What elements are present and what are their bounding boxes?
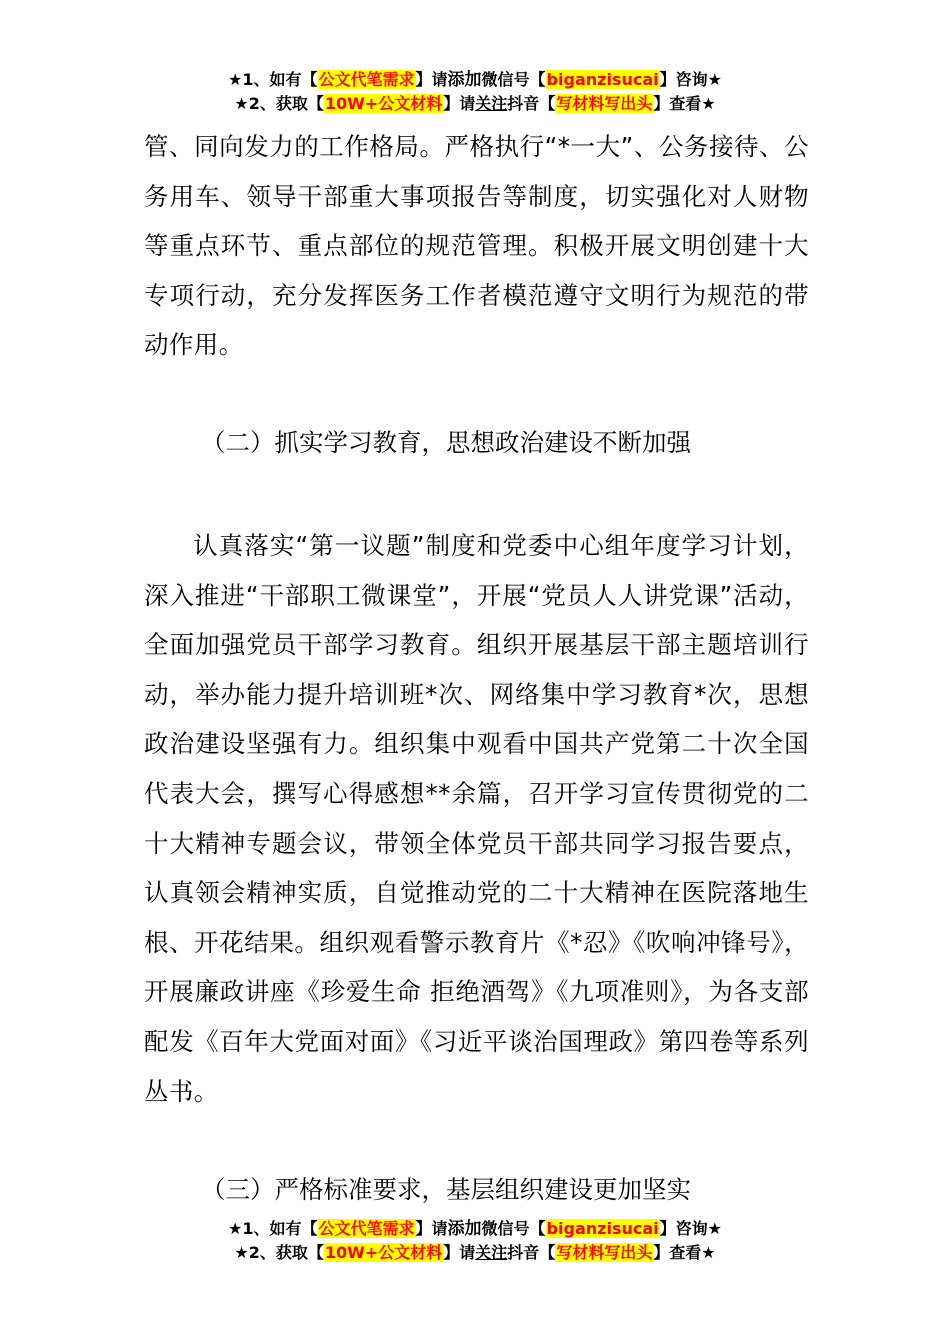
banner-highlight: 10W+公文材料 (324, 94, 443, 113)
section-heading-2: （二）抓实学习教育，思想政治建设不断加强 (201, 428, 691, 457)
banner-line-2 (0, 1241, 950, 1265)
banner-text: 】请 (415, 70, 448, 89)
banner-text: 】查看★ (653, 94, 716, 113)
banner-text: 】请 (443, 94, 476, 113)
banner-text: 抖音【 (507, 1243, 556, 1262)
banner-text: 】请 (443, 1243, 476, 1262)
banner-highlight: 10W+公文材料 (324, 1243, 443, 1262)
banner-highlight: 写材料写出头 (556, 1243, 653, 1262)
paragraph-2 (144, 521, 809, 1116)
banner-wechat-id: biganzisucai (546, 1219, 659, 1238)
banner-line-1 (0, 1217, 950, 1241)
banner-line-2 (0, 92, 950, 116)
banner-text: ★2、获取【 (234, 94, 324, 113)
section-heading-3: （三）严格标准要求，基层组织建设更加坚实 (201, 1175, 691, 1204)
banner-text: 关注 (475, 1243, 508, 1262)
banner-text: ★1、如有【 (228, 1219, 318, 1238)
header-banner (0, 68, 950, 116)
banner-highlight: 公文代笔需求 (318, 70, 415, 89)
banner-text: 关注 (475, 94, 508, 113)
banner-text: ★1、如有【 (228, 70, 318, 89)
banner-highlight: 写材料写出头 (556, 94, 653, 113)
banner-text: 添加 (447, 1219, 482, 1239)
footer-banner (0, 1217, 950, 1265)
banner-text: 微信号【 (481, 1219, 546, 1238)
banner-wechat-id: biganzisucai (546, 70, 659, 89)
banner-text: 】咨询★ (659, 70, 722, 89)
banner-highlight: 公文代笔需求 (318, 1219, 415, 1238)
banner-text: 】咨询★ (659, 1219, 722, 1238)
banner-text: 抖音【 (507, 94, 556, 113)
banner-text: ★2、获取【 (234, 1243, 324, 1262)
paragraph-text: 管、同向发力的工作格局。严格执行“*一大”、公务接待、公务用车、领导干部重大事项报告等制度，切实强化对人财物等重点环节、重点部位的规范管理。积极开展文明创建十大专项行动，充分发挥医务工作者模范遵守文明行为规范的带动作用。 (144, 132, 809, 360)
paragraph-text: 认真落实“第一议题”制度和党委中心组年度学习计划，深入推进“干部职工微课堂”，开展“党员人人讲党课”活动，全面加强党员干部学习教育。组织开展基层干部主题培训行动，举办能力提升培训班*次、网络集中学习教育*次，思想政治建设坚强有力。组织集中观看中国共产党第二十次全国代表大会，撰写心得感想**余篇，召开学习宣传贯彻党的二十大精神专题会议，带领全体党员干部共同学习报告要点，认真领会精神实质，自觉推动党的二十大精神在医院落地生根、开花结果。组织观看警示教育片《*忍》《吹响冲锋号》，开展廉政讲座《珍爱生命 拒绝酒驾》《九项准则》，为各支部配发《百年大党面对面》《习近平谈治国理政》第四卷等系列丛书。 (144, 531, 809, 1106)
banner-text: 】请 (415, 1219, 448, 1238)
banner-text: 微信号【 (481, 70, 546, 89)
banner-text: 】查看★ (653, 1243, 716, 1262)
banner-line-1 (0, 68, 950, 92)
banner-text: 添加 (447, 70, 482, 90)
paragraph-1 (144, 122, 809, 370)
